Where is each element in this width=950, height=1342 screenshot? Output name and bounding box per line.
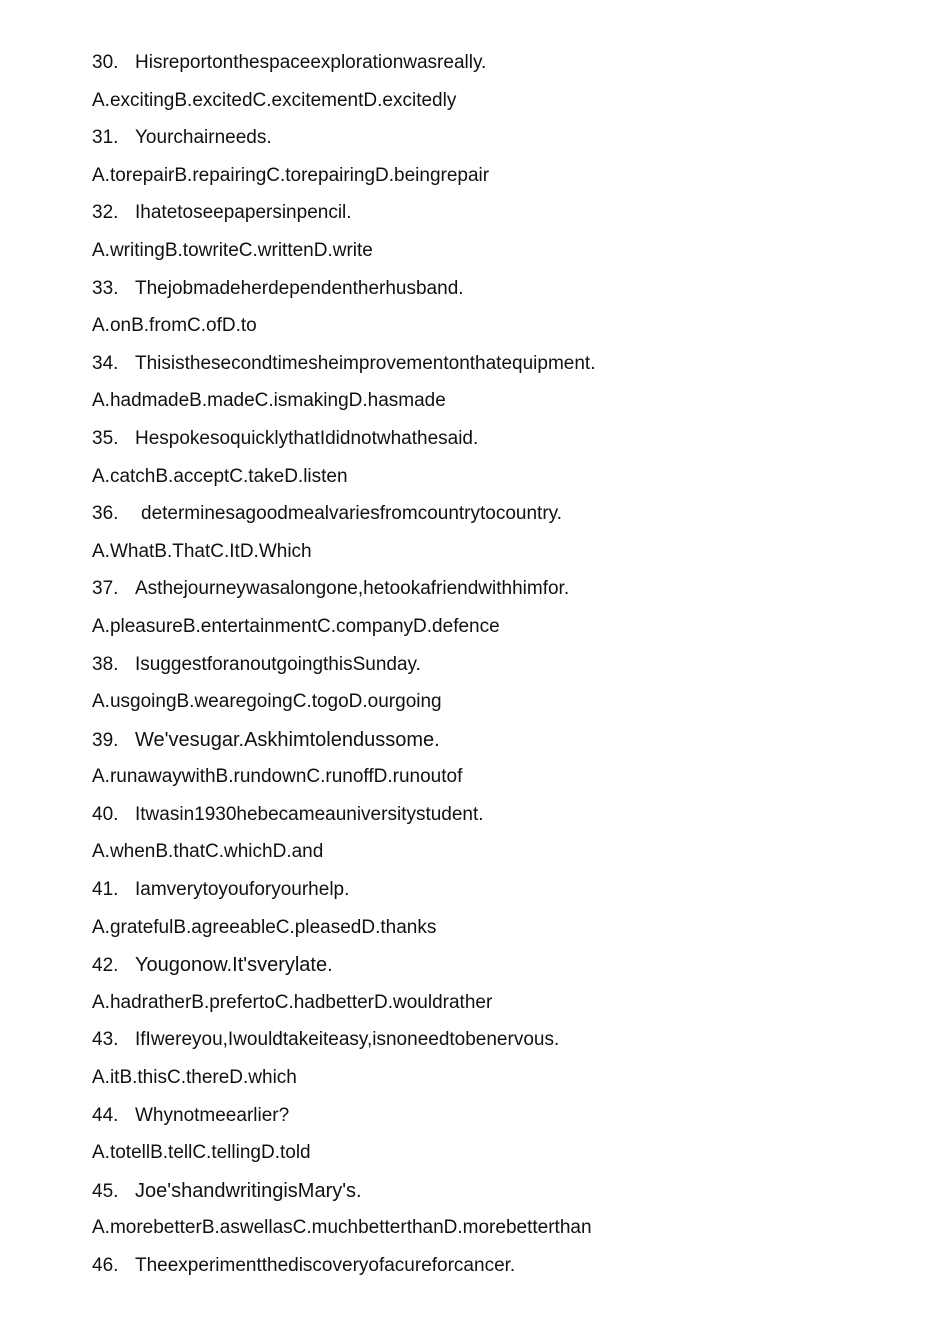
answer-options: A.excitingB.excitedC.excitementD.excitedly (92, 89, 457, 111)
question-35 (92, 427, 912, 502)
question-44 (92, 1104, 912, 1179)
question-number: 32. (92, 202, 119, 224)
question-number: 44. (92, 1104, 119, 1126)
question-39 (92, 728, 912, 803)
question-text: We'vesugar.Askhimtolendussome. (135, 728, 440, 751)
answer-options: A.torepairB.repairingC.torepairingD.beingrepair (92, 164, 490, 186)
question-43 (92, 1028, 912, 1103)
question-stem (92, 126, 912, 164)
question-text: IsuggestforanoutgoingthisSunday. (135, 653, 421, 675)
answer-options: A.whenB.thatC.whichD.and (92, 841, 324, 863)
question-text: Iamverytoyouforyourhelp. (135, 879, 350, 901)
question-text: Asthejourneywasalongone,hetookafriendwithhimfor. (135, 578, 570, 600)
answer-options: A.pleasureB.entertainmentC.companyD.defence (92, 615, 500, 637)
answer-options: A.hadmadeB.madeC.ismakingD.hasmade (92, 390, 446, 412)
question-42 (92, 953, 912, 1028)
question-number: 34. (92, 352, 119, 374)
answer-options: A.onB.fromC.ofD.to (92, 315, 257, 337)
question-number: 35. (92, 427, 119, 449)
question-number: 39. (92, 729, 119, 751)
question-number: 45. (92, 1180, 119, 1202)
question-text: IfIwereyou,Iwouldtakeiteasy,isnoneedtobenervous. (135, 1029, 560, 1051)
question-number: 43. (92, 1029, 119, 1051)
question-number: 36. (92, 503, 119, 525)
question-38 (92, 653, 912, 728)
question-text: Thejobmadeherdependentherhusband. (135, 277, 464, 299)
answer-options: A.itB.thisC.thereD.which (92, 1067, 297, 1089)
question-stem (92, 352, 912, 390)
question-text: Whynotmeearlier? (135, 1104, 290, 1126)
question-30 (92, 51, 912, 126)
answer-options: A.writingB.towriteC.writtenD.write (92, 239, 373, 261)
question-number: 33. (92, 277, 119, 299)
question-41 (92, 878, 912, 953)
question-text: Hisreportonthespaceexplorationwasreally. (135, 52, 487, 73)
question-text: Thisisthesecondtimesheimprovementonthatequipment. (135, 352, 596, 374)
question-number: 30. (92, 52, 119, 73)
question-stem (92, 277, 912, 315)
question-stem (92, 1254, 912, 1292)
answer-options: A.morebetterB.aswellasC.muchbetterthanD.morebetterthan (92, 1217, 592, 1239)
question-32 (92, 201, 912, 276)
question-40 (92, 803, 912, 878)
question-list (92, 51, 912, 1292)
question-46 (92, 1254, 912, 1292)
question-stem (92, 1104, 912, 1142)
question-stem (92, 1179, 912, 1217)
question-number: 37. (92, 578, 119, 600)
question-33 (92, 277, 912, 352)
question-number: 40. (92, 803, 119, 825)
question-stem (92, 201, 912, 239)
question-stem (92, 653, 912, 691)
answer-options: A.gratefulB.agreeableC.pleasedD.thanks (92, 916, 437, 938)
question-text: HespokesoquicklythatIdidnotwhathesaid. (135, 427, 479, 449)
question-45 (92, 1179, 912, 1254)
answer-options: A.WhatB.ThatC.ItD.Which (92, 540, 312, 562)
question-stem (92, 427, 912, 465)
answer-options: A.totellB.tellC.tellingD.told (92, 1142, 311, 1164)
answer-options: A.runawaywithB.rundownC.runoffD.runoutof (92, 766, 463, 788)
question-number: 41. (92, 879, 119, 901)
answer-options: A.hadratherB.prefertoC.hadbetterD.wouldrather (92, 991, 493, 1013)
question-number: 42. (92, 955, 119, 977)
question-text: Theexperimentthediscoveryofacureforcancer. (135, 1255, 516, 1276)
question-37 (92, 577, 912, 652)
question-text: determinesagoodmealvariesfromcountrytocountry. (141, 503, 563, 525)
question-text: Itwasin1930hebecameauniversitystudent. (135, 803, 484, 825)
question-stem (92, 878, 912, 916)
question-number: 46. (92, 1255, 119, 1276)
question-text: Yougonow.It'sverylate. (135, 954, 333, 977)
question-stem (92, 728, 912, 766)
question-36 (92, 502, 912, 577)
answer-options: A.usgoingB.wearegoingC.togoD.ourgoing (92, 691, 442, 713)
question-stem (92, 577, 912, 615)
question-stem (92, 803, 912, 841)
question-text: Yourchairneeds. (135, 127, 272, 149)
question-stem (92, 1028, 912, 1066)
question-stem (92, 953, 912, 991)
answer-options: A.catchB.acceptC.takeD.listen (92, 465, 348, 487)
question-stem (92, 502, 912, 540)
question-34 (92, 352, 912, 427)
question-text: Ihatetoseepapersinpencil. (135, 202, 352, 224)
question-stem (92, 51, 912, 89)
question-number: 31. (92, 127, 119, 149)
question-number: 38. (92, 653, 119, 675)
question-text: Joe'shandwritingisMary's. (135, 1179, 362, 1202)
question-31 (92, 126, 912, 201)
